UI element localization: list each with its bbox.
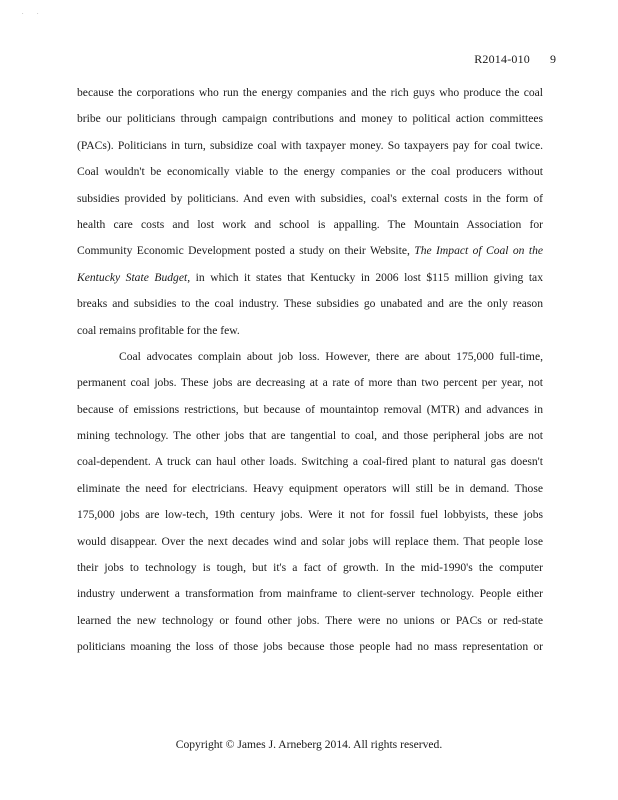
- page-number: 9: [550, 52, 556, 66]
- text-line: coal remains profitable for the few.: [77, 323, 240, 337]
- text-line: coal-dependent. A truck can haul other loads. Switching a coal-fired plant to natural gas doesn't: [77, 455, 543, 469]
- text-line: (PACs). Politicians in turn, subsidize coal with taxpayer money. So taxpayers pay for coal twice.: [77, 138, 543, 152]
- text-line: mining technology. The other jobs that are tangential to coal, and those peripheral jobs are not: [77, 429, 543, 443]
- text-line: because of emissions restrictions, but because of mountaintop removal (MTR) and advances in: [77, 402, 543, 416]
- paragraph: [77, 80, 543, 344]
- text-segment: Community Economic Development posted a study on their Website,: [77, 244, 410, 258]
- text-line-with-title: [77, 265, 543, 291]
- text-segment: , in which it states that Kentucky in 2006 lost $115 million giving tax: [187, 270, 543, 284]
- text-line: breaks and subsidies to the coal industry. These subsidies go unabated and are the only reason: [77, 297, 543, 311]
- text-line: bribe our politicians through campaign contributions and money to political action committees: [77, 112, 543, 126]
- text-line: politicians moaning the loss of those jobs because those people had no mass representation or: [77, 640, 543, 654]
- italic-title: The Impact of Coal on the: [414, 244, 543, 258]
- text-line: industry underwent a transformation from mainframe to client-server technology. People either: [77, 587, 543, 601]
- text-line: eliminate the need for electricians. Heavy equipment operators will still be in demand. Those: [77, 481, 543, 495]
- text-line-with-title: [77, 238, 543, 264]
- body-text: [77, 80, 543, 661]
- paragraph: [77, 344, 543, 661]
- text-line: Coal advocates complain about job loss. However, there are about 175,000 full-time,: [119, 349, 543, 363]
- text-line: would disappear. Over the next decades wind and solar jobs will replace them. That people lose: [77, 534, 543, 548]
- copyright-footer: Copyright © James J. Arneberg 2014. All rights reserved.: [175, 738, 443, 751]
- scan-marks: . .: [22, 10, 45, 16]
- text-line: learned the new technology or found other jobs. There were no unions or PACs or red-state: [77, 613, 543, 627]
- text-line: because the corporations who run the energy companies and the rich guys who produce the coal: [77, 86, 543, 99]
- italic-title: Kentucky State Budget: [77, 270, 188, 284]
- text-line: their jobs to technology is tough, but it's a fact of growth. In the mid-1990's the computer: [77, 561, 543, 575]
- text-line: health care costs and lost work and school is appalling. The Mountain Association for: [77, 217, 543, 231]
- text-line: Coal wouldn't be economically viable to the energy companies or the coal producers without: [77, 165, 543, 179]
- text-line: 175,000 jobs are low-tech, 19th century jobs. Were it not for fossil fuel lobbyists, these jobs: [77, 508, 543, 522]
- document-id: R2014-010: [474, 52, 530, 66]
- text-line: subsidies provided by politicians. And even with subsidies, coal's external costs in the form of: [77, 191, 543, 205]
- text-line: permanent coal jobs. These jobs are decreasing at a rate of more than two percent per year, not: [77, 376, 543, 390]
